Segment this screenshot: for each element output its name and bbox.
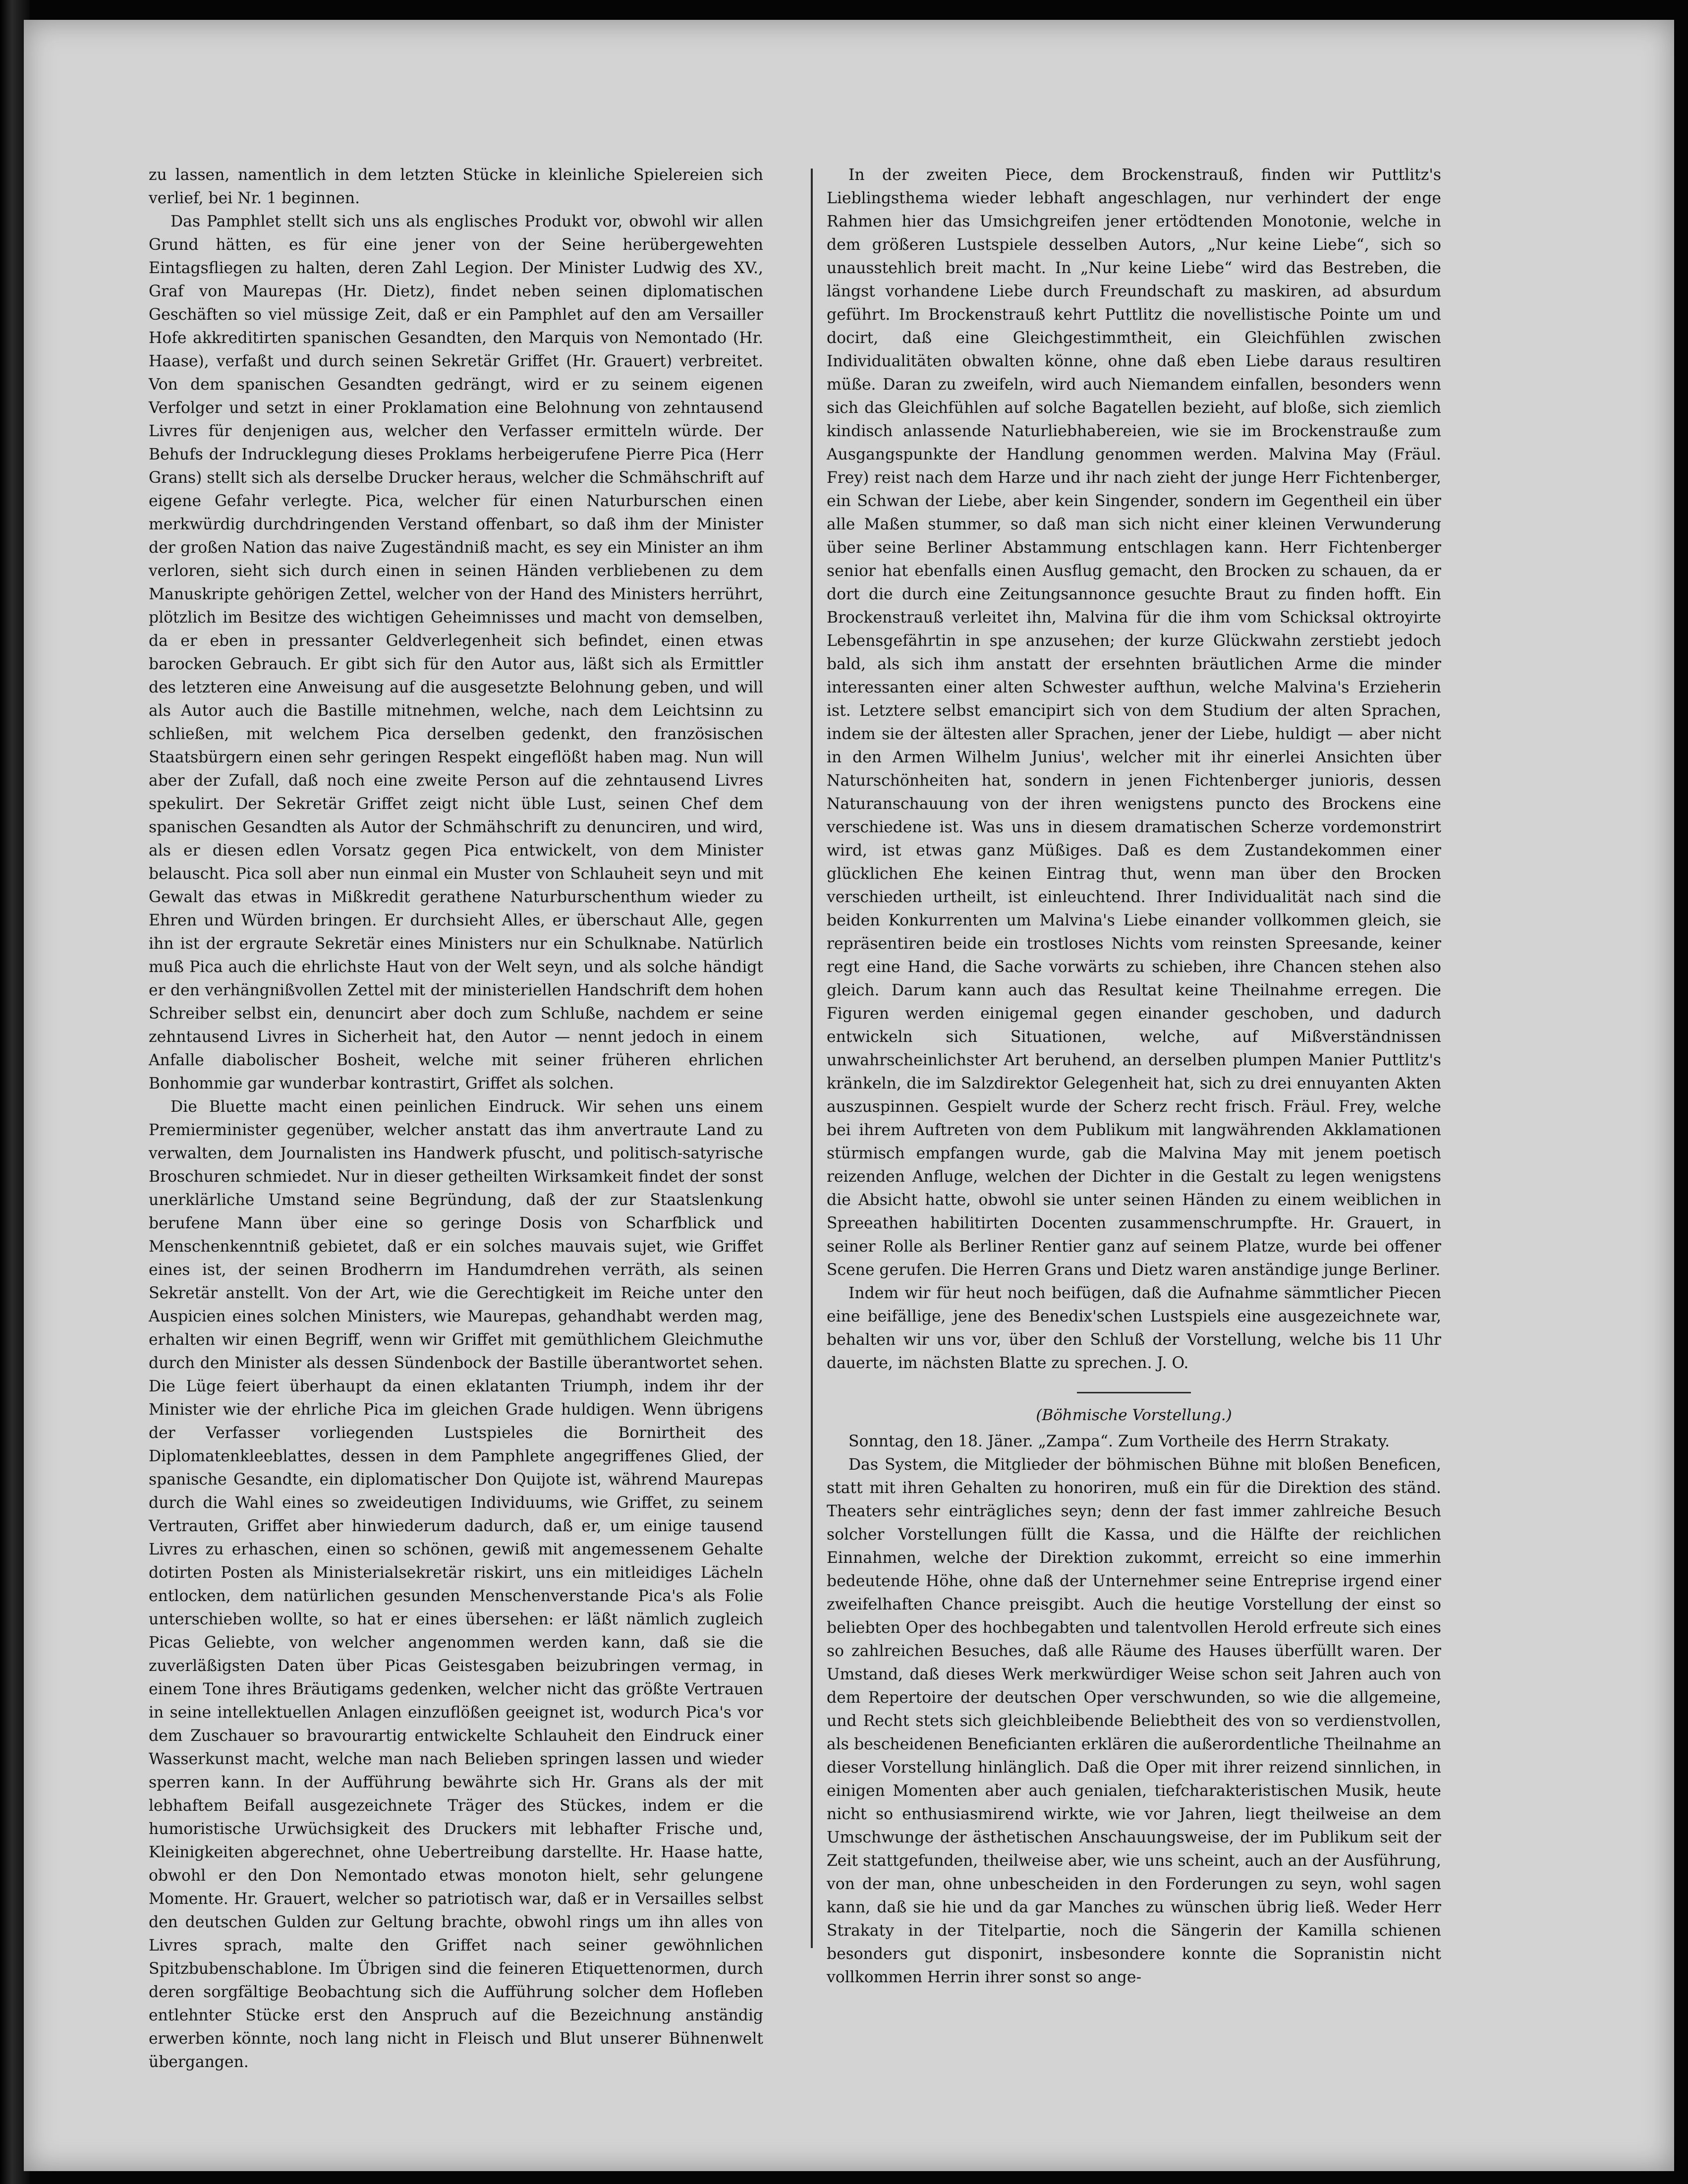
section-heading: (Böhmische Vorstellung.) — [1036, 1406, 1232, 1424]
column-divider — [811, 169, 813, 1948]
right-paragraph-3: Das System, die Mitglieder der böhmischen Bühne mit bloßen Beneficen, statt mit ihren Gehalten zu honoriren, muß ein für die Direktion des ständ. Theaters sehr einträgliches seyn; denn der fast immer zahlreiche Besuch solcher Vorstellungen füllt die Kassa, und die Hälfte der reichlichen Einnahmen, welche der Direktion zukommt, erreicht so eine immerhin bedeutende Höhe, ohne daß der Unternehmer seine Entreprise irgend einer zweifelhaften Chance preisgibt. Auch die heutige Vorstellung der einst so beliebten Oper des hochbegabten und talentvollen Herold erfreute sich eines so zahlreichen Besuches, daß alle Räume des Hauses überfüllt waren. Der Umstand, daß dieses Werk merkwürdiger Weise schon seit Jahren auch von dem Repertoire der deutschen Oper verschwunden, so wie die allgemeine, und Recht stets sich gleichbleibende Beliebtheit des von so verdienstvollen, als bescheidenen Beneficianten erklären die außerordentliche Theilnahme an dieser Vorstellung hinlänglich. Daß die Oper mit ihrer reizend sinnlichen, in einigen Momenten aber auch genialen, tiefcharakteristischen Musik, heute nicht so enthusiasmirend wirkte, wie vor Jahren, liegt theilweise an dem Umschwunge der ästhetischen Anschauungsweise, der im Publikum seit der Zeit stattgefunden, theilweise aber, wie uns scheint, auch an der Ausführung, von der man, ohne unbescheiden in den Forderungen zu seyn, wohl sagen kann, daß sie hie und da gar Manches zu wünschen übrig ließ. Weder Herr Strakaty in der Titelpartie, noch die Sängerin der Kamilla schienen besonders gut disponirt, insbesondere konnte die Sopranistin nicht vollkommen Herrin ihrer sonst so ange- — [827, 1456, 1441, 1986]
right-paragraph-1: In der zweiten Piece, dem Brockenstrauß, finden wir Puttlitz's Lieblingsthema wieder lebhaft angeschlagen, nur verhindert der enge Rahmen hier das Umsichgreifen jener ertödtenden Monotonie, welche in dem größeren Lustspiele desselben Autors, „Nur keine Liebe“, sich so unausstehlich breit macht. In „Nur keine Liebe“ wird das Bestreben, die längst vorhandene Liebe durch Freundschaft zu maskiren, ad absurdum geführt. Im Brockenstrauß kehrt Puttlitz die novellistische Pointe um und docirt, daß eine Gleichgestimmtheit, ein Gleichfühlen zwischen Individualitäten obwalten könne, ohne daß eben Liebe daraus resultiren müße. Daran zu zweifeln, wird auch Niemandem einfallen, besonders wenn sich das Gleichfühlen auf solche Bagatellen bezieht, auf bloße, sich ziemlich kindisch anlassende Naturliebhabereien, wie sie im Brockenstrauße zum Ausgangspunkte der Handlung genommen werden. Malvina May (Fräul. Frey) reist nach dem Harze und ihr nach zieht der junge Herr Fichtenberger, ein Schwan der Liebe, aber kein Singender, sondern im Gegentheil ein über alle Maßen stummer, so daß man sich nicht einer kleinen Verwunderung über seine Berliner Abstammung entschlagen kann. Herr Fichtenberger senior hat ebenfalls einen Ausflug gemacht, den Brocken zu schauen, da er dort die durch eine Zeitungsannonce gesuchte Braut zu finden hofft. Ein Brockenstrauß verleitet ihn, Malvina für die ihm vom Schicksal oktroyirte Lebensgefährtin in spe anzusehen; der kurze Glückwahn zerstiebt jedoch bald, als sich ihm anstatt der ersehnten bräutlichen Arme die minder interessanten einer alten Schwester aufthun, welche Malvina's Erzieherin ist. Letztere selbst emancipirt sich von dem Studium der alten Sprachen, indem sie der ältesten aller Sprachen, jener der Liebe, huldigt — aber nicht in den Armen Wilhelm Junius', welcher mit ihr einerlei Ansichten über Naturschönheiten hat, sondern in jenen Fichtenberger junioris, dessen Naturanschauung von der ihren wenigstens puncto des Brockens eine verschiedene ist. Was uns in diesem dramatischen Scherze vordemonstrirt wird, ist etwas ganz Müßiges. Daß es dem Zustandekommen einer glücklichen Ehe keinen Eintrag thut, wenn man über den Brocken verschieden urtheilt, ist einleuchtend. Ihrer Individualität nach sind die beiden Konkurrenten um Malvina's Liebe einander vollkommen gleich, sie repräsentiren beide ein trostloses Nichts vom reinsten Spreesande, keiner regt eine Hand, die Sache vorwärts zu schieben, ihre Chancen stehen also gleich. Darum kann auch das Resultat keine Theilnahme erregen. Die Figuren werden einigemal gegen einander geschoben, und dadurch entwickeln sich Situationen, welche, auf Mißverständnissen unwahrscheinlichster Art beruhend, an derselben plumpen Manier Puttlitz's kränkeln, die im Salzdirektor Gelegenheit hat, sich zu drei ennuyanten Akten auszuspinnen. Gespielt wurde der Scherz recht frisch. Fräul. Frey, welche bei ihrem Auftreten von dem Publikum mit langwährenden Akklamationen stürmisch empfangen wurde, gab die Malvina May mit jenem poetisch reizenden Anfluge, welchen der Dichter in die Gestalt zu legen wenigstens die Absicht hatte, obwohl sie unter seinen Händen zu einem weiblichen in Spreeathen habilitirten Docenten zusammenschrumpfte. Hr. Grauert, in seiner Rolle als Berliner Rentier ganz auf seinem Platze, wurde bei offener Scene gerufen. Die Herren Grans und Dietz waren anständige junge Berliner. — [827, 166, 1441, 1279]
left-paragraph-1: zu lassen, namentlich in dem letzten Stücke in kleinliche Spielereien sich verlief, bei Nr. 1 beginnen. — [149, 166, 763, 207]
left-paragraph-3: Die Bluette macht einen peinlichen Eindruck. Wir sehen uns einem Premierminister gegenüber, welcher anstatt das ihm anvertraute Land zu verwalten, dem Journalisten ins Handwerk pfuscht, und politisch-satyrische Broschuren schmiedet. Nur in dieser getheilten Wirksamkeit findet der sonst unerklärliche Umstand seine Begründung, daß der zur Staatslenkung berufene Mann über eine so geringe Dosis von Scharfblick und Menschenkenntniß gebietet, daß er ein solches mauvais sujet, wie Griffet eines ist, der seinen Brodherrn im Handumdrehen verräth, als seinen Sekretär anstellt. Von der Art, wie die Gerechtigkeit im Reiche unter den Auspicien eines solchen Ministers, wie Maurepas, gehandhabt werden mag, erhalten wir einen Begriff, wenn wir Griffet mit gemüthlichem Gleichmuthe durch den Minister als dessen Sündenbock der Bastille überantwortet sehen. Die Lüge feiert überhaupt da einen eklatanten Triumph, indem ihr der Minister wie der ehrliche Pica im gleichen Grade huldigen. Wenn übrigens der Verfasser vorliegenden Lustspieles die Bornirtheit des Diplomatenkleeblattes, dessen in dem Pamphlete angegriffenes Glied, der spanische Gesandte, ein diplomatischer Don Quijote ist, während Maurepas durch die Wahl eines so zweideutigen Individuums, wie Griffet, zu seinem Vertrauten, Griffet aber hinwiederum dadurch, daß er, um einige tausend Livres zu erhaschen, einen so schönen, gewiß mit angemessenem Gehalte dotirten Posten als Ministerialsekretär riskirt, uns ein mitleidiges Lächeln entlocken, dem natürlichen gesunden Menschenverstande Pica's als Folie unterschieben wollte, so hat er eines übersehen: er läßt nämlich zugleich Picas Geliebte, von welcher angenommen werden kann, daß sie die zuverläßigsten Daten über Picas Geistesgaben beizubringen vermag, in einem Tone ihres Bräutigams gedenken, welcher nicht das größte Vertrauen in seine intellektuellen Anlagen einzuflößen geeignet ist, wodurch Pica's vor dem Zuschauer so bravourartig entwickelte Schlauheit den Eindruck einer Wasserkunst macht, welche man nach Belieben springen lassen und wieder sperren kann. In der Aufführung bewährte sich Hr. Grans als der mit lebhaftem Beifall ausgezeichnete Träger des Stückes, indem er die humoristische Urwüchsigkeit des Druckers mit lebhafter Frische und, Kleinigkeiten abgerechnet, ohne Uebertreibung darstellte. Hr. Haase hatte, obwohl er den Don Nemontado etwas monoton hielt, sehr gelungene Momente. Hr. Grauert, welcher so patriotisch war, daß er in Versailles selbst den deutschen Gulden zur Geltung brachte, obwohl rings um ihn alles von Livres sprach, malte den Griffet nach seiner gewöhnlichen Spitzbubenschablone. Im Übrigen sind die feineren Etiquettenormen, durch deren sorgfältige Beobachtung sich die Aufführung solcher dem Hofleben entlehnter Stücke erst den Anspruch auf die Bezeichnung anständig erwerben könnte, noch lang nicht in Fleisch und Blut unserer Bühnenwelt übergangen. — [149, 1098, 763, 2071]
left-paragraph-2: Das Pamphlet stellt sich uns als englisches Produkt vor, obwohl wir allen Grund hätten, es für eine jener von der Seine herübergewehten Eintagsfliegen zu halten, deren Zahl Legion. Der Minister Ludwig des XV., Graf von Maurepas (Hr. Dietz), findet neben seinen diplomatischen Geschäften so viel müssige Zeit, daß er ein Pamphlet auf den am Versailler Hofe akkreditirten spanischen Gesandten, den Marquis von Nemontado (Hr. Haase), verfaßt und durch seinen Sekretär Griffet (Hr. Grauert) verbreitet. Von dem spanischen Gesandten gedrängt, wird er zu seinem eigenen Verfolger und setzt in einer Proklamation eine Belohnung von zehntausend Livres für denjenigen aus, welcher den Verfasser ermitteln würde. Der Behufs der Indrucklegung dieses Proklams herbeigerufene Pierre Pica (Herr Grans) stellt sich als derselbe Drucker heraus, welcher die Schmähschrift auf eigene Gefahr verlegte. Pica, welcher für einen Naturburschen einen merkwürdig durchdringenden Verstand offenbart, so daß ihm der Minister der großen Nation das naive Zugeständniß macht, es sey ein Minister an ihm verloren, sieht sich durch einen in seinen Händen verbliebenen zu dem Manuskripte gehörigen Zettel, welcher von der Hand des Ministers herrührt, plötzlich im Besitze des wichtigen Geheimnisses und macht von demselben, da er eben in pressanter Geldverlegenheit sich befindet, einen etwas barocken Gebrauch. Er gibt sich für den Autor aus, läßt sich als Ermittler des letzteren eine Anweisung auf die ausgesetzte Belohnung geben, und will als Autor auch die Bastille mitnehmen, welche, nach dem Leichtsinn zu schließen, mit welchem Pica derselben gedenkt, den französischen Staatsbürgern einen sehr geringen Respekt eingeflößt haben mag. Nun will aber der Zufall, daß noch eine zweite Person auf die zehntausend Livres spekulirt. Der Sekretär Griffet zeigt nicht üble Lust, seinen Chef dem spanischen Gesandten als Autor der Schmähschrift zu denunciren, und wird, als er diesen edlen Vorsatz gegen Pica entwickelt, von dem Minister belauscht. Pica soll aber nun einmal ein Muster von Schlauheit seyn und mit Gewalt das etwas in Mißkredit gerathene Naturburschenthum wieder zu Ehren und Würden bringen. Er durchsieht Alles, er überschaut Alle, gegen ihn ist der ergraute Sekretär eines Ministers nur ein Schulknabe. Natürlich muß Pica auch die ehrlichste Haut von der Welt seyn, und als solche händigt er den verhängnißvollen Zettel mit der ministeriellen Handschrift dem hohen Schreiber selbst ein, denuncirt aber doch zum Schluße, nachdem er seine zehntausend Livres in Sicherheit hat, den Autor — nennt jedoch in einem Anfalle diabolischer Bosheit, welche mit seiner früheren ehrlichen Bonhommie gar wunderbar kontrastirt, Griffet als solchen. — [149, 213, 763, 1092]
section-divider — [1077, 1392, 1191, 1393]
right-column — [827, 164, 1441, 1986]
left-column — [149, 164, 763, 2071]
performance-date-line: Sonntag, den 18. Jäner. „Zampa“. Zum Vortheile des Herrn Strakaty. — [848, 1433, 1390, 1450]
right-paragraph-2: Indem wir für heut noch beifügen, daß die Aufnahme sämmtlicher Piecen eine beifällige, jene des Benedix'schen Lustspiels eine ausgezeichnete war, behalten wir uns vor, über den Schluß der Vorstellung, welche bis 11 Uhr dauerte, im nächsten Blatte zu sprechen. J. O. — [827, 1284, 1441, 1372]
